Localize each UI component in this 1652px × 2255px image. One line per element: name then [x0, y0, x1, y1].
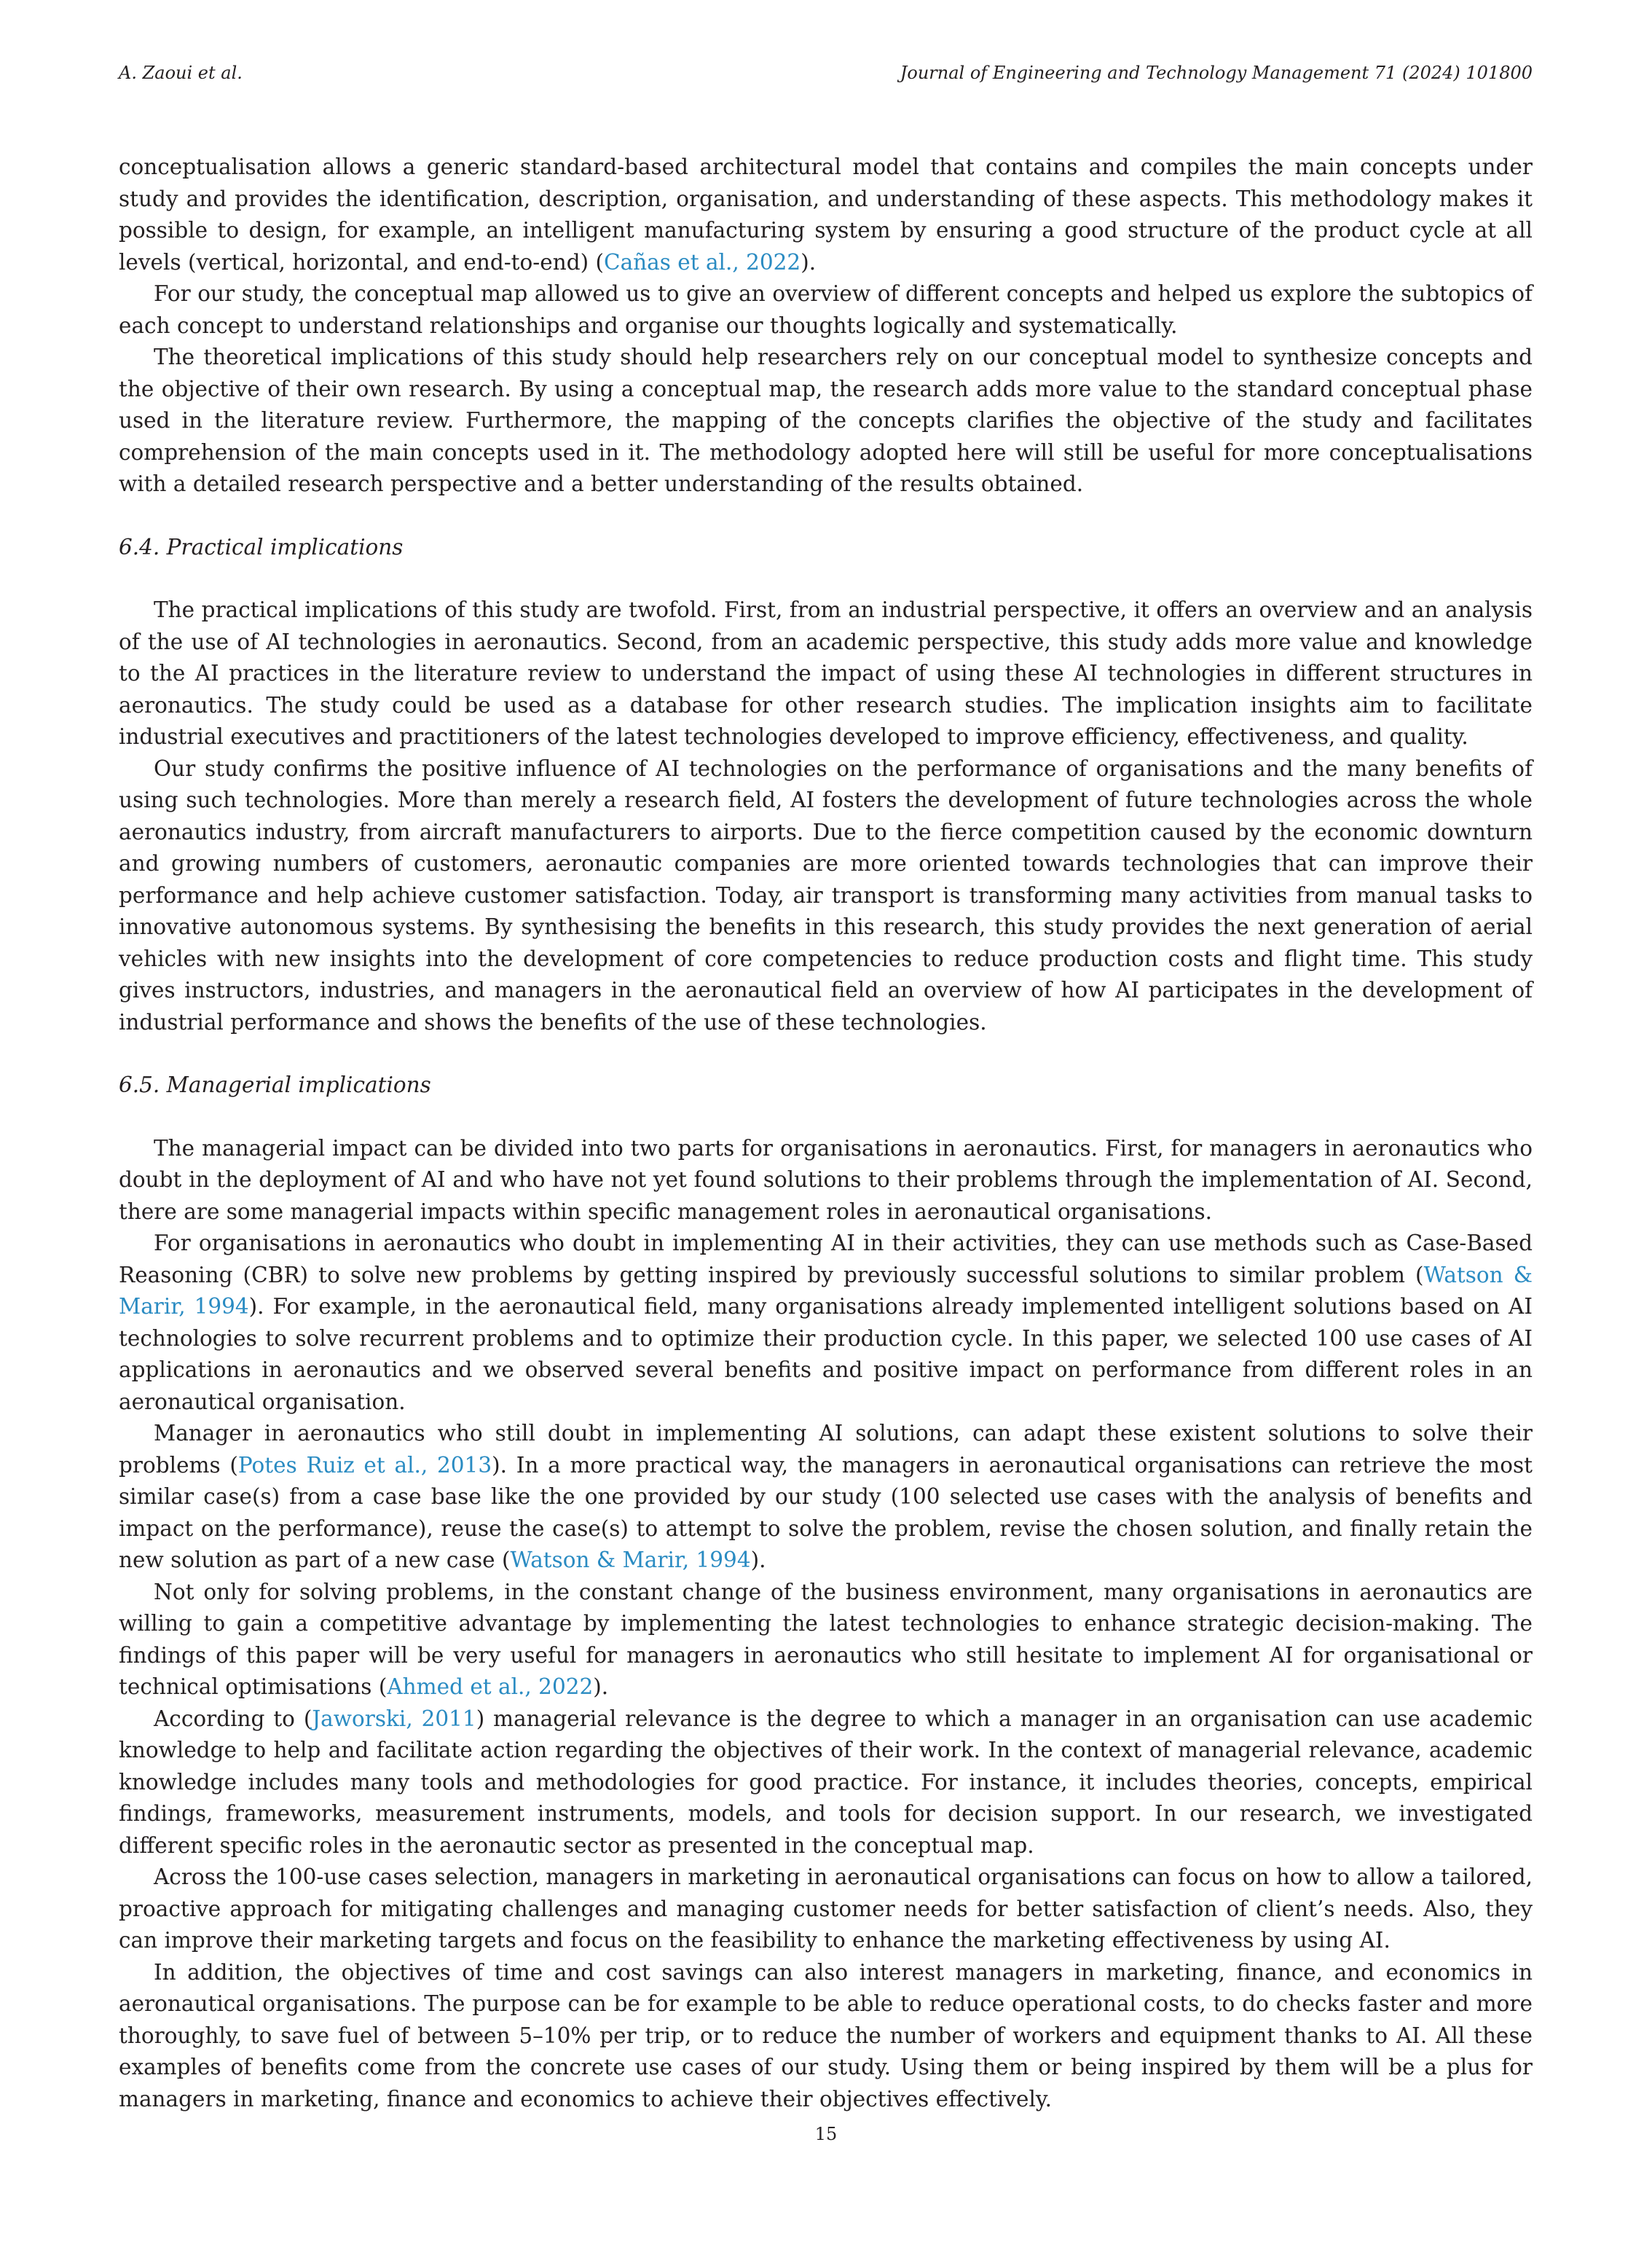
text-run: ). In a more practical way, the managers in aeronautical organisations can retrieve the most similar case(s) from a case base like the one provided by our study (100 selected use cases with the analysis of benefits and impact on the performance), reuse the case(s) to attempt to solve the problem, revise the chosen solution, and finally retain the new solution as part of a new case ( — [119, 1452, 1533, 1572]
paragraph-conceptual-map: For our study, the conceptual map allowed us to give an overview of different concepts and helped us explore the subtopics of each concept to understand relationships and organise our thoughts logically and systematically. — [119, 281, 1533, 338]
section-heading-practical-implications: 6.4. Practical implications — [119, 534, 404, 560]
text-run: ) managerial relevance is the degree to which a manager in an organisation can use academic knowledge to help and facilitate action regarding the objectives of their work. In the context of managerial relevance, academic knowledge includes many tools and methodologies for good practice. For instance, it includes theories, concepts, empirical findings, frameworks, measurement instruments, models, and tools for decision support. In our research, we investigated different specific roles in the aeronautic sector as presented in the conceptual map. — [119, 1706, 1533, 1858]
citation-link-ahmed-2022[interactable]: Ahmed et al., 2022 — [387, 1674, 594, 1699]
paragraph-theoretical-implications: The theoretical implications of this study should help researchers rely on our conceptual model to synthesize concepts and the objective of their own research. By using a conceptual map, the research adds more value to the standard conceptual phase used in the literature review. Furthermore, the mapping of the concepts clarifies the objective of the study and facilitates comprehension of the main concepts used in it. The methodology adopted here will still be useful for more conceptualisations with a detailed research perspective and a better understanding of the results obtained. — [119, 345, 1533, 496]
paragraph-competitive-advantage — [119, 1577, 1533, 1703]
text-run: ). — [801, 249, 817, 275]
header-journal-citation: Journal of Engineering and Technology Management 71 (2024) 101800 — [900, 63, 1533, 83]
text-run: ). For example, in the aeronautical field, many organisations already implemented intelligent solutions based on AI technologies to solve recurrent problems and to optimize their production cycle. In this paper, we selected 100 use cases of AI applications in aeronautics and we observed several benefits and positive impact on performance from different roles in an aeronautical organisation. — [119, 1294, 1533, 1414]
paragraph-marketing-managers: Across the 100-use cases selection, managers in marketing in aeronautical organisations can focus on how to allow a tailored, proactive approach for mitigating challenges and managing customer needs for better satisfaction of client’s needs. Also, they can improve their marketing targets and focus on the feasibility to enhance the marketing effectiveness by using AI. — [119, 1864, 1533, 1953]
text-run: Not only for solving problems, in the constant change of the business environment, many organisations in aeronautics are willing to gain a competitive advantage by implementing the latest technologies to enhance strategic decision-making. The findings of this paper will be very useful for managers in aeronautics who still hesitate to implement AI for organisational or technical optimisations ( — [119, 1579, 1533, 1699]
citation-link-potes-ruiz-2013[interactable]: Potes Ruiz et al., 2013 — [237, 1452, 492, 1478]
paragraph-adapt-existing-solutions — [119, 1418, 1533, 1577]
text-run: conceptualisation allows a generic standard-based architectural model that contains and compiles the main concepts under study and provides the identification, description, organisation, and understanding of these aspects. This methodology makes it possible to design, for example, an intelligent manufacturing system by ensuring a good structure of the product cycle at all levels (vertical, horizontal, and end-to-end) ( — [119, 154, 1533, 275]
paragraph-managerial-relevance — [119, 1703, 1533, 1862]
text-run: ). — [593, 1674, 609, 1699]
paragraph-time-cost-savings: In addition, the objectives of time and cost savings can also interest managers in marketing, finance, and economics in aeronautical organisations. The purpose can be for example to be able to reduce operational costs, to do checks faster and more thoroughly, to save fuel of between 5–10% per trip, or to reduce the number of workers and equipment thanks to AI. All these examples of benefits come from the concrete use cases of our study. Using them or being inspired by them will be a plus for managers in marketing, finance and economics to achieve their objectives effectively. — [119, 1959, 1533, 2111]
paragraph-practical-twofold: The practical implications of this study are twofold. First, from an industrial perspective, it offers an overview and an analysis of the use of AI technologies in aeronautics. Second, from an academic perspective, this study adds more value and knowledge to the AI practices in the literature review to understand the impact of using these AI technologies in different structures in aeronautics. The study could be used as a database for other research studies. The implication insights aim to facilitate industrial executives and practitioners of the latest technologies developed to improve efficiency, effectiveness, and quality. — [119, 597, 1533, 749]
article-body — [119, 152, 1533, 2115]
citation-link-watson-marir-1994[interactable]: Watson & Marir, 1994 — [119, 1262, 1533, 1319]
citation-link-jaworski-2011[interactable]: Jaworski, 2011 — [312, 1706, 476, 1731]
text-run: According to ( — [154, 1706, 312, 1731]
text-run: ). — [750, 1548, 766, 1572]
running-header — [119, 63, 1533, 86]
text-run: Manager in aeronautics who still doubt in implementing AI solutions, can adapt these existent solutions to solve their problems ( — [119, 1421, 1533, 1478]
paragraph-positive-influence: Our study confirms the positive influence of AI technologies on the performance of organisations and the many benefits of using such technologies. More than merely a research field, AI fosters the development of future technologies across the whole aeronautics industry, from aircraft manufacturers to airports. Due to the fierce competition caused by the economic downturn and growing numbers of customers, aeronautic companies are more oriented towards technologies that can improve their performance and help achieve customer satisfaction. Today, air transport is transforming many activities from manual tasks to innovative autonomous systems. By synthesising the benefits in this research, this study provides the next generation of aerial vehicles with new insights into the development of core competencies to reduce production costs and flight time. This study gives instructors, industries, and managers in the aeronautical field an overview of how AI participates in the development of industrial performance and shows the benefits of the use of these technologies. — [119, 756, 1533, 1035]
header-authors: A. Zaoui et al. — [119, 63, 243, 83]
text-run: For organisations in aeronautics who doubt in implementing AI in their activities, they can use methods such as Case-Based Reasoning (CBR) to solve new problems by getting inspired by previously successful solutions to similar problem ( — [119, 1231, 1533, 1287]
citation-link-watson-marir-1994[interactable]: Watson & Marir, 1994 — [510, 1548, 751, 1572]
page-number: 15 — [814, 2124, 838, 2144]
section-heading-managerial-implications: 6.5. Managerial implications — [119, 1072, 431, 1097]
citation-link-canas-2022[interactable]: Cañas et al., 2022 — [604, 249, 801, 275]
paragraph-case-based-reasoning — [119, 1228, 1533, 1418]
paragraph-managerial-impact: The managerial impact can be divided into two parts for organisations in aeronautics. First, for managers in aeronautics who doubt in the deployment of AI and who have not yet found solutions to their problems through the implementation of AI. Second, there are some managerial impacts within specific management roles in aeronautical organisations. — [119, 1135, 1533, 1224]
paragraph-conceptualisation — [119, 152, 1533, 278]
